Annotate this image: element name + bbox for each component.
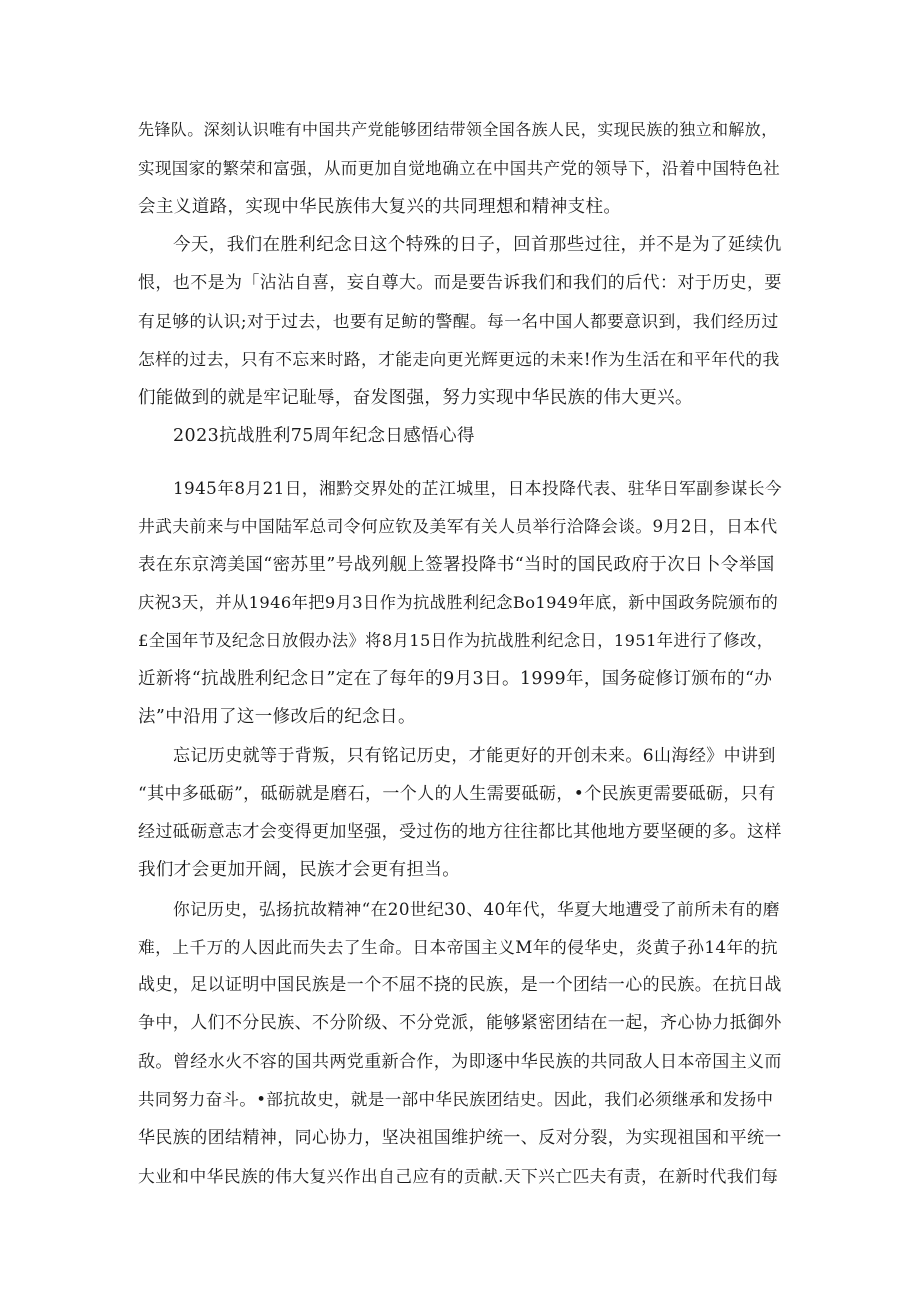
- paragraph-4-line-2: “其中多砥砺”，砥砺就是磨石，一个人的人生需要砥砺，•个民族更需要砥砺，只有: [138, 784, 776, 804]
- paragraph-5-line-6: 共同努力奋斗。•部抗故史，就是一部中华民族团结史。因此，我们必须继承和发扬中: [138, 1090, 774, 1109]
- paragraph-5-line-1: 你记历史，弘扬抗故精神“在20世纪30、40年代，华夏大地遭受了前所未有的磨: [173, 899, 780, 919]
- paragraph-5-line-3: 战史，足以证明中国民族是一个不屈不挠的民族，是一个团结一心的民族。在抗日战: [138, 975, 782, 995]
- paragraph-5-line-4: 争中，人们不分民族、不分阶级、不分党派，能够紧密团结在一起，齐心协力抵御外: [138, 1013, 782, 1033]
- paragraph-5-line-2: 难，上千万的人因此而失去了生命。日本帝国主义M年的侵华史，炎黄子孙14年的抗: [138, 937, 778, 957]
- paragraph-1-line-3: 会主义道路，实现中华民族伟大复兴的共同理想和精神支柱。: [138, 197, 622, 217]
- paragraph-2-line-4: 怎样的过去，只有不忘来时路，才能走向更光辉更远的未来!作为生活在和平年代的我: [138, 349, 780, 369]
- paragraph-4-line-1: 忘记历史就等于背叛，只有铭记历史，才能更好的开创未来。6山海经》中讲到: [173, 746, 776, 766]
- paragraph-2-line-3: 有足够的认识;对于过去，也要有足鲂的警醒。每一名中国人都要意识到，我们经历过: [138, 311, 779, 331]
- paragraph-5-line-7: 华民族的团结精神，同心协力，坚决祖国维护统一、反对分裂，为实现祖国和平统一: [138, 1128, 782, 1148]
- paragraph-1-line-1: 先锋队。深刻认识唯有中国共产党能够团结带领全国各族人民，实现民族的独立和解放，: [138, 120, 778, 139]
- paragraph-1-line-2: 实现国家的繁荣和富强，从而更加自觉地确立在中国共产党的领导下，沿着中国特色社: [138, 159, 781, 178]
- paragraph-3-line-1: 1945年8月21日，湘黔交界处的芷江城里，日本投降代表、驻华日军副参谋长今: [173, 478, 783, 498]
- paragraph-2-line-1: 今天，我们在胜利纪念日这个特殊的日子，回首那些过往，并不是为了延续仇: [173, 235, 782, 255]
- paragraph-3-line-5: £全国年节及纪念日放假办法》将8月15日作为抗战胜利纪念日，1951年进行了修改，: [138, 631, 774, 650]
- paragraph-2-line-5: 们能做到的就是牢记耻辱，奋发图强，努力实现中华民族的伟大更兴。: [138, 388, 693, 408]
- paragraph-3-line-4: 庆祝3天，并从1946年把9月3日作为抗战胜利纪念Bo1949年底，新中国政务院颁布的: [138, 593, 779, 612]
- section-heading: 2023抗战胜利75周年纪念日感悟心得: [173, 426, 475, 446]
- paragraph-4-line-3: 经过砥砺意志才会变得更加坚强，受过伤的地方往往都比其他地方要坚硬的多。这样: [138, 822, 782, 842]
- paragraph-5-line-8: 大业和中华民族的伟大复兴作出自己应有的贡献.天下兴亡匹夫有责，在新时代我们每: [138, 1166, 779, 1186]
- paragraph-3-line-3: 表在东京湾美国“密苏里”号战列舰上签署投降书“当时的国民政府于次日卜令举国: [138, 555, 775, 575]
- paragraph-4-line-4: 我们才会更加开阔，民族才会更有担当。: [138, 860, 461, 880]
- paragraph-3-line-7: 法”中沿用了这一修改后的纪念日。: [138, 707, 416, 727]
- paragraph-3-line-2: 井武夫前来与中国陆军总司令何应钦及美军有关人员举行洽降会谈。9月2日，日本代: [138, 516, 778, 536]
- paragraph-5-line-5: 敌。曾经水火不容的国共两党重新合作，为即逐中华民族的共同敌人日本帝国主义而: [138, 1052, 782, 1072]
- paragraph-2-line-2: 恨，也不是为「沾沾自喜，妄自尊大。而是要告诉我们和我们的后代：对于历史，要: [138, 273, 782, 293]
- paragraph-3-line-6: 近新将“抗战胜利纪念日”定在了每年的9月3日。1999年，国务碇修订颁布的“办: [138, 669, 773, 689]
